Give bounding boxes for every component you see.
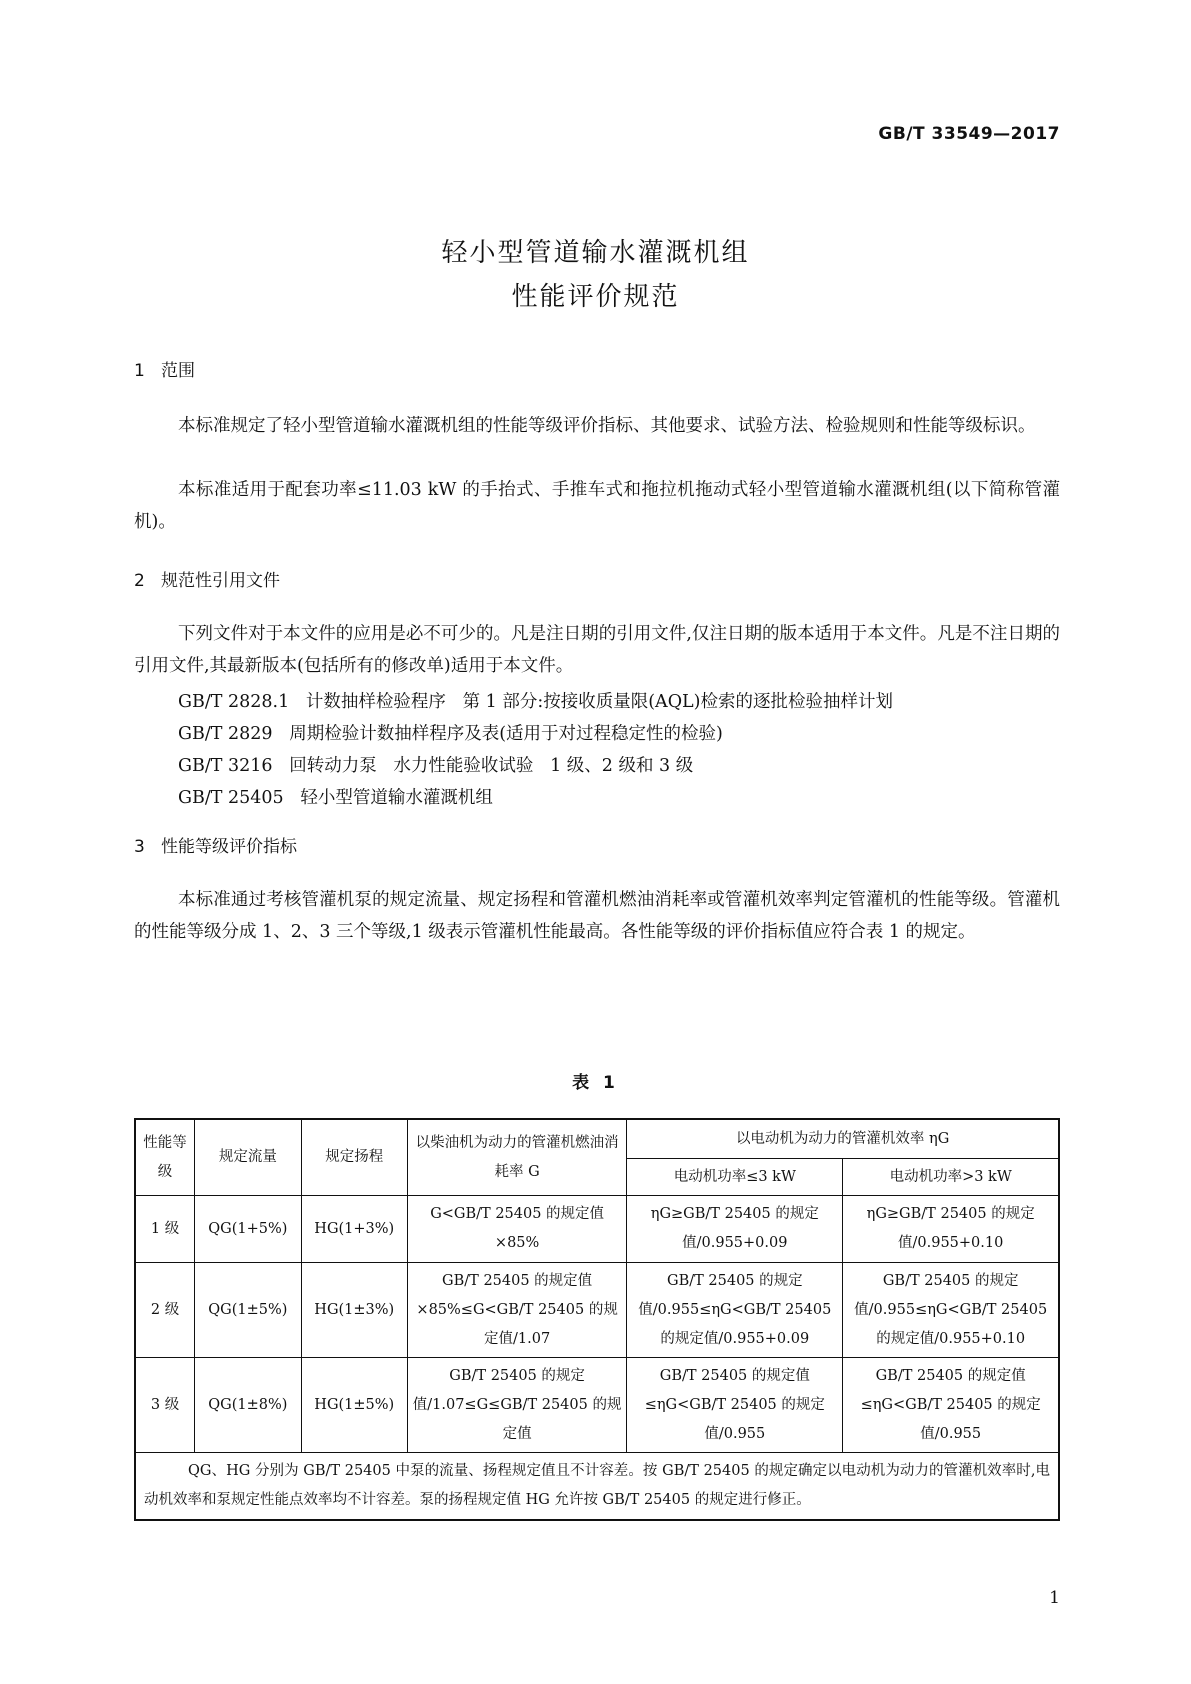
cell-elec-high: ηG≥GB/T 25405 的规定值/0.955+0.10 [843,1196,1059,1263]
page-number: 1 [1049,1588,1060,1608]
section-2-heading: 2 规范性引用文件 [134,571,281,591]
section-1-paragraph-2: 本标准适用于配套功率≤11.03 kW 的手抬式、手推车式和拖拉机拖动式轻小型管道输水灌溉机组(以下简称管灌机)。 [134,480,1060,532]
cell-elec-high: GB/T 25405 的规定值/0.955≤ηG<GB/T 25405 的规定值/0.955+0.10 [843,1263,1059,1358]
header-electric-high-power: 电动机功率>3 kW [843,1159,1059,1196]
header-grade: 性能等级 [135,1119,195,1196]
section-3-paragraph: 本标准通过考核管灌机泵的规定流量、规定扬程和管灌机燃油消耗率或管灌机效率判定管灌机的性能等级。管灌机的性能等级分成 1、2、3 三个等级,1 级表示管灌机性能最高。各性能等级的评价指标值应符合表 1 的规定。 [134,890,1060,942]
header-flow: 规定流量 [195,1119,301,1196]
cell-flow: QG(1±8%) [195,1358,301,1453]
section-3-heading: 3 性能等级评价指标 [134,837,298,857]
cell-grade: 3 级 [135,1358,195,1453]
cell-grade: 2 级 [135,1263,195,1358]
cell-head: HG(1+3%) [301,1196,407,1263]
cell-flow: QG(1+5%) [195,1196,301,1263]
cell-elec-low: GB/T 25405 的规定值≤ηG<GB/T 25405 的规定值/0.955 [627,1358,843,1453]
reference-item: GB/T 2829 周期检验计数抽样程序及表(适用于对过程稳定性的检验) [178,724,723,744]
table-note: QG、HG 分别为 GB/T 25405 中泵的流量、扬程规定值且不计容差。按 GB/T 25405 的规定确定以电动机为动力的管灌机效率时,电动机效率和泵规定性能点效率均不计容差。泵的扬程规定值 HG 允许按 GB/T 25405 的规定进行修正。 [135,1453,1059,1521]
table-row [135,1263,1059,1358]
section-2-paragraph: 下列文件对于本文件的应用是必不可少的。凡是注日期的引用文件,仅注日期的版本适用于本文件。凡是不注日期的引用文件,其最新版本(包括所有的修改单)适用于本文件。 [134,624,1060,676]
document-title-line-2: 性能评价规范 [511,282,680,312]
header-electric-efficiency: 以电动机为动力的管灌机效率 ηG [627,1119,1059,1159]
reference-item: GB/T 2828.1 计数抽样检验程序 第 1 部分:按接收质量限(AQL)检索的逐批检验抽样计划 [178,692,893,712]
section-1-heading: 1 范围 [134,361,196,381]
performance-grade-table [134,1118,1060,1521]
cell-head: HG(1±3%) [301,1263,407,1358]
table-row [135,1196,1059,1263]
reference-item: GB/T 3216 回转动力泵 水力性能验收试验 1 级、2 级和 3 级 [178,756,694,776]
cell-head: HG(1±5%) [301,1358,407,1453]
cell-elec-high: GB/T 25405 的规定值≤ηG<GB/T 25405 的规定值/0.955 [843,1358,1059,1453]
header-diesel-fuel-rate: 以柴油机为动力的管灌机燃油消耗率 G [407,1119,626,1196]
document-title-line-1: 轻小型管道输水灌溉机组 [441,238,750,268]
table-row [135,1358,1059,1453]
cell-elec-low: GB/T 25405 的规定值/0.955≤ηG<GB/T 25405 的规定值/0.955+0.09 [627,1263,843,1358]
reference-item: GB/T 25405 轻小型管道输水灌溉机组 [178,788,493,808]
standard-code: GB/T 33549—2017 [878,124,1060,144]
cell-elec-low: ηG≥GB/T 25405 的规定值/0.955+0.09 [627,1196,843,1263]
header-head: 规定扬程 [301,1119,407,1196]
section-1-paragraph-1: 本标准规定了轻小型管道输水灌溉机组的性能等级评价指标、其他要求、试验方法、检验规则和性能等级标识。 [178,416,1036,436]
cell-diesel: GB/T 25405 的规定值/1.07≤G≤GB/T 25405 的规定值 [407,1358,626,1453]
table-caption: 表 1 [572,1073,619,1093]
header-electric-low-power: 电动机功率≤3 kW [627,1159,843,1196]
cell-diesel: G<GB/T 25405 的规定值×85% [407,1196,626,1263]
cell-grade: 1 级 [135,1196,195,1263]
cell-diesel: GB/T 25405 的规定值×85%≤G<GB/T 25405 的规定值/1.07 [407,1263,626,1358]
cell-flow: QG(1±5%) [195,1263,301,1358]
